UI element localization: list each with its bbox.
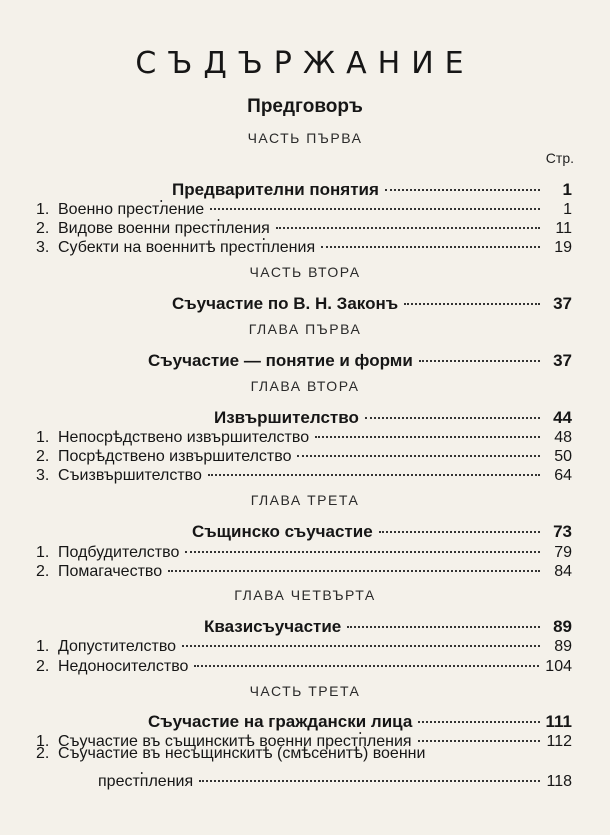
leader-dots (199, 760, 540, 782)
toc-entry-page: 37 (553, 294, 572, 313)
toc-entry-title: Помагачество (58, 563, 163, 580)
leader-dots (419, 340, 540, 362)
toc-entry-title: Съучастие въ същинскитѣ военни прест۬пления (58, 733, 412, 750)
toc-entry-number: 2. (36, 448, 50, 465)
toc-entry-title: Недоносителство (58, 658, 189, 675)
toc-entry (36, 458, 572, 484)
toc-entry-page: 111 (545, 712, 572, 731)
toc-entry-title: Извършителство (214, 408, 359, 427)
toc-entry-number: 1. (36, 638, 50, 655)
toc-entry-page: 89 (554, 638, 572, 655)
toc-entry-page: 118 (546, 773, 572, 790)
toc-entry-number: 2. (36, 745, 50, 762)
toc-entry-page: 37 (553, 351, 572, 370)
toc-entry-number: 3. (36, 239, 50, 256)
toc-entry-number: 2. (36, 220, 50, 237)
toc-entry-title: Предварителни понятия (172, 180, 379, 199)
preface-heading: Предговоръ (247, 96, 363, 117)
chapter-two-heading: ГЛАВА ВТОРА (250, 378, 360, 394)
toc-entry-page: 89 (553, 617, 572, 636)
toc-entry-title: Военно прест۬ление (58, 201, 205, 218)
toc-entry-title: Допустителство (58, 638, 177, 655)
toc-entry-title: Съучастие въ несъщинскитѣ (смѣсенитѣ) военни (58, 745, 426, 762)
toc-entry (36, 554, 572, 580)
part-two-heading: ЧАСТЬ ВТОРА (249, 264, 361, 280)
toc-entry-title: Субекти на военнитѣ прест۬пления (58, 239, 316, 256)
toc-entry (36, 724, 572, 750)
leader-dots (208, 454, 540, 476)
toc-entry-title: Съучастие по В. Н. Законъ (172, 294, 399, 313)
toc-entry-page: 84 (554, 563, 572, 580)
toc-entry-page: 11 (555, 220, 572, 237)
toc-entry-page: 104 (545, 658, 572, 675)
toc-entry-page: 19 (554, 239, 572, 256)
leader-dots (194, 645, 539, 667)
toc-entry-number: 1. (36, 733, 50, 750)
toc-entry (36, 649, 572, 675)
toc-entry-title: Същинско съучастие (192, 522, 373, 541)
page-column-label: Стр. (545, 150, 574, 166)
toc-entry-title: Квазисъучастие (204, 617, 342, 636)
toc-entry-page: 1 (563, 201, 572, 218)
toc-entry-page: 79 (554, 544, 572, 561)
leader-dots (404, 283, 540, 305)
toc-entry-title: Непосрѣдствено извършителство (58, 429, 310, 446)
toc-entry-title: Съучастие на граждански лица (148, 712, 413, 731)
page-title: СЪДЪРЖАНИЕ (135, 46, 475, 81)
leader-dots (379, 511, 540, 533)
toc-entry (36, 230, 572, 256)
chapter-one-heading: ГЛАВА ПЪРВА (248, 321, 362, 337)
toc-entry-title: прест۬пления (98, 773, 194, 790)
chapter-four-heading: ГЛАВА ЧЕТВЪРТА (234, 587, 376, 603)
part-three-heading: ЧАСТЬ ТРЕТА (249, 683, 361, 699)
toc-entry-title: Съизвършителство (58, 467, 202, 484)
toc-entry-page: 1 (562, 180, 572, 199)
toc-entry-number: 1. (36, 544, 50, 561)
leader-dots (418, 720, 540, 742)
leader-dots (182, 625, 540, 647)
toc-entry-number: 2. (36, 563, 50, 580)
toc-entry-title: Посрѣдствено извършителство (58, 448, 292, 465)
toc-entry-number: 3. (36, 467, 50, 484)
part-one-heading: ЧАСТЬ ПЪРВА (247, 130, 363, 146)
chapter-three-heading: ГЛАВА ТРЕТА (250, 492, 360, 508)
toc-entry-page: 73 (553, 522, 572, 541)
toc-entry-number: 1. (36, 429, 50, 446)
toc-entry-title: Подбудителство (58, 544, 180, 561)
toc-entry (36, 287, 572, 313)
toc-entry-page: 44 (553, 408, 572, 427)
toc-entry-page: 112 (546, 733, 572, 750)
leader-dots (168, 550, 540, 572)
toc-entry-number: 1. (36, 201, 50, 218)
toc-entry-page: 50 (554, 448, 572, 465)
toc-entry (36, 344, 572, 370)
toc-entry-number: 2. (36, 658, 50, 675)
toc-entry-page: 48 (554, 429, 572, 446)
toc-entry-title: Съучастие — понятие и форми (148, 351, 413, 370)
toc-entry-continuation (98, 764, 572, 790)
toc-entry-page: 64 (554, 467, 572, 484)
leader-dots (321, 226, 540, 248)
toc-entry-title: Видове военни прест۬пления (58, 220, 270, 237)
